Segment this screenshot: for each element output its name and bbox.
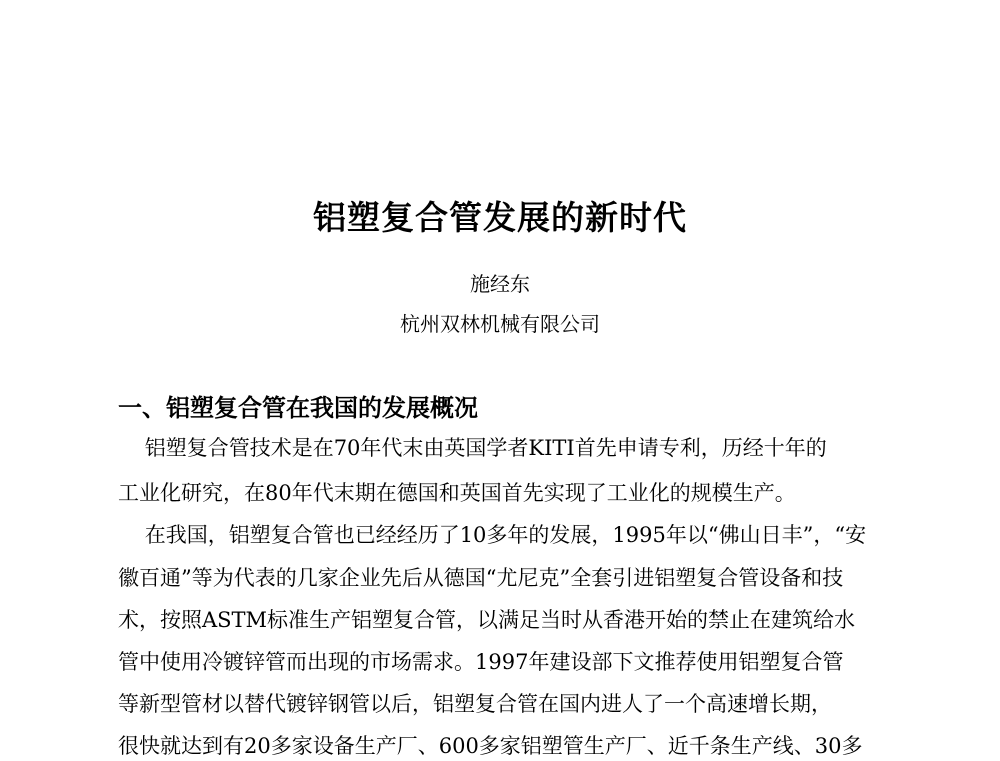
author-name: 施经东 bbox=[470, 272, 530, 296]
paragraph-line: 工业化研究，在80年代末期在德国和英国首先实现了工业化的规模生产。 bbox=[118, 481, 796, 505]
paragraph-line: 铝塑复合管技术是在70年代末由英国学者KITI首先申请专利，历经十年的 bbox=[118, 436, 827, 460]
document-title: 铝塑复合管发展的新时代 bbox=[313, 198, 687, 237]
paragraph-line: 在我国，铝塑复合管也已经经历了10多年的发展，1995年以“佛山日丰”，“安 bbox=[118, 523, 867, 547]
paragraph-line: 等新型管材以替代镀锌钢管以后，铝塑复合管在国内进人了一个高速增长期， bbox=[118, 692, 832, 716]
paragraph-line: 术，按照ASTM标准生产铝塑复合管，以满足当时从香港开始的禁止在建筑给水 bbox=[118, 608, 856, 632]
paragraph-line: 很快就达到有20多家设备生产厂、600多家铝塑管生产厂、近千条生产线、30多 bbox=[118, 734, 863, 758]
section-heading: 一、铝塑复合管在我国的发展概况 bbox=[118, 394, 478, 422]
paragraph-line: 徽百通”等为代表的几家企业先后从德国“尤尼克”全套引进铝塑复合管设备和技 bbox=[118, 566, 844, 590]
paragraph-line: 管中使用冷镀锌管而出现的市场需求。1997年建设部下文推荐使用铝塑复合管 bbox=[118, 650, 844, 674]
author-affiliation: 杭州双林机械有限公司 bbox=[400, 312, 600, 336]
